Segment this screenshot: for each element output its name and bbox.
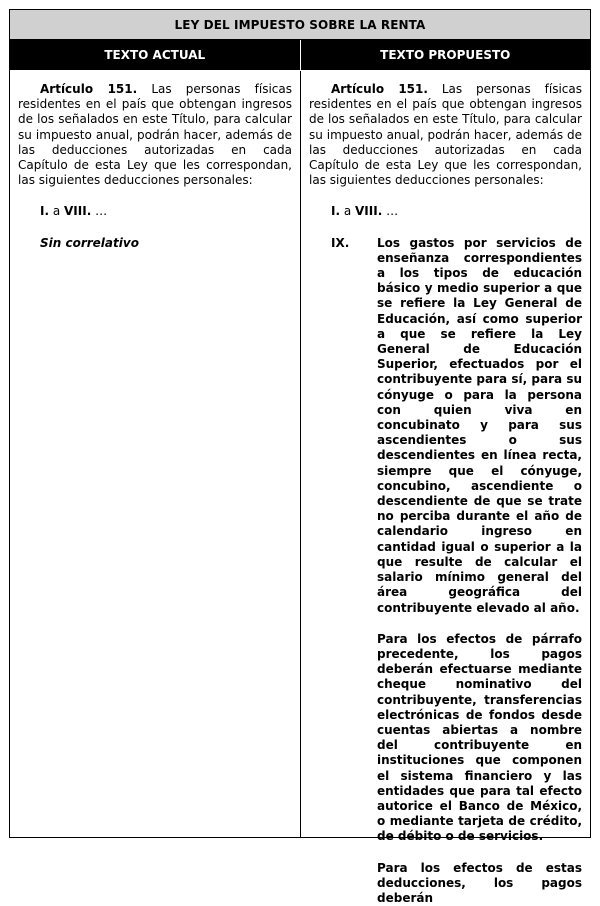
range-mid: a (49, 204, 65, 219)
proposed-text-column (300, 71, 590, 905)
no-correlative-note: Sin correlativo (40, 235, 139, 250)
range-mid: a (340, 204, 356, 219)
article-text: Las personas físicas residentes en el país que obtengan ingresos de los señalados en este Título, para calcular su impuesto anual, podrán hacer, además de las deducciones autorizadas en cada Capítulo de esta Ley que les correspondan, las siguientes deducciones personales: (309, 82, 582, 188)
article-label: Artículo 151. (331, 82, 428, 96)
fraction-ix (309, 236, 582, 616)
fractions-range (18, 204, 292, 219)
range-end: VIII. (64, 204, 92, 219)
comparison-table (9, 9, 591, 905)
article-151-current (18, 82, 292, 188)
range-start: I. (40, 204, 50, 219)
payment-paragraph: Para los efectos de párrafo precedente, los pagos deberán efectuarse mediante cheque nominativo del contribuyente, transferencias electrónicas de fondos desde cuentas abiertas a nombre del contribuyente en instituciones que componen el sistema financiero y las entidades que para tal efecto autorice el Banco de México, o mediante tarjeta de crédito, de débito o de servicios. (377, 631, 582, 844)
header-current-text: TEXTO ACTUAL (104, 48, 206, 62)
range-ellipsis: … (91, 204, 108, 219)
fractions-range (309, 204, 582, 219)
article-151-proposed (309, 82, 582, 188)
range-end: VIII. (355, 204, 383, 219)
range-start: I. (331, 204, 341, 219)
header-row (10, 40, 590, 70)
article-text: Las personas físicas residentes en el país que obtengan ingresos de los señalados en este Título, para calcular su impuesto anual, podrán hacer, además de las deducciones autorizadas en cada Capítulo de esta Ley que les correspondan, las siguientes deducciones personales: (18, 82, 292, 188)
current-text-column (10, 71, 300, 837)
header-proposed-text: TEXTO PROPUESTO (300, 40, 591, 70)
fraction-text: Los gastos por servicios de enseñanza correspondientes a los tipos de educación básico y medio superior a que se refiere la Ley General de Educación, así como superior a que se refiere la Ley General de Educación Superior, efectuados por el contribuyente para sí, para su cónyuge o para la persona con quien viva en concubinato y para sus ascendientes o sus descendientes en línea recta, siempre que el cónyuge, concubino, ascendiente o descendiente de que se trate no perciba durante el año de calendario ingreso en cantidad igual o superior a la que resulte de calcular el salario mínimo general del área geográfica del contribuyente elevado al año. (377, 235, 582, 615)
article-label: Artículo 151. (40, 82, 138, 96)
body-row (10, 71, 590, 905)
fraction-number: IX. (331, 235, 350, 250)
range-ellipsis: … (382, 204, 399, 219)
table-title: LEY DEL IMPUESTO SOBRE LA RENTA (10, 10, 590, 40)
deductions-paragraph: Para los efectos de estas deducciones, los pagos deberán (377, 860, 582, 905)
